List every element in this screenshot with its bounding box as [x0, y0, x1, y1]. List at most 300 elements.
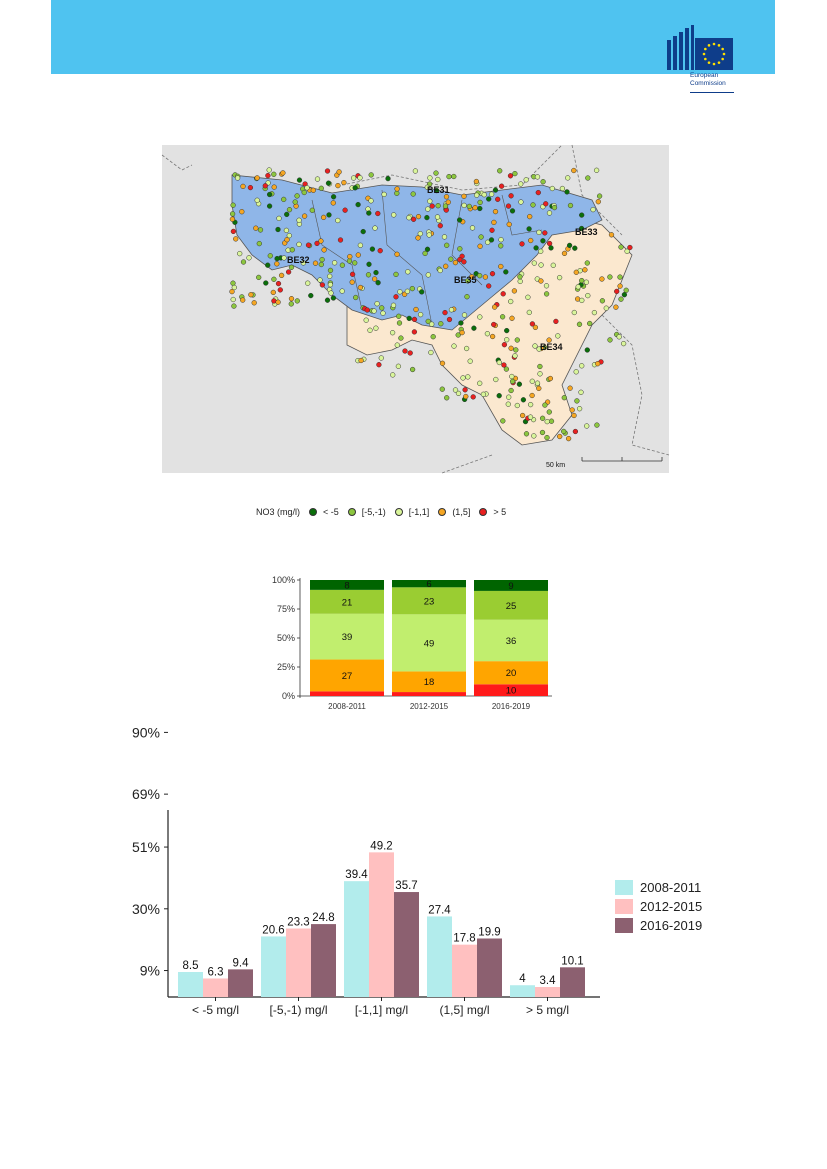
map-point	[591, 207, 596, 212]
legend-dot-icon	[348, 508, 356, 516]
map-point	[431, 334, 436, 339]
map-point	[524, 431, 529, 436]
legend-item: [-5,-1)	[348, 507, 386, 517]
stacked-bar-chart	[262, 570, 562, 720]
map-point	[585, 348, 590, 353]
logo-underline	[690, 92, 734, 93]
map-point	[230, 217, 235, 222]
map-point	[278, 288, 283, 293]
star-icon	[708, 61, 711, 64]
map-point	[425, 247, 430, 252]
map-point	[287, 233, 292, 238]
map-point	[327, 274, 332, 279]
map-point	[544, 283, 549, 288]
map-point	[492, 220, 497, 225]
map-point	[358, 175, 363, 180]
map-point	[513, 171, 518, 176]
map-point	[463, 387, 468, 392]
map-point	[397, 321, 402, 326]
map-point	[530, 379, 535, 384]
map-point	[343, 208, 348, 213]
bar-value-label: 17.8	[453, 932, 476, 945]
bar	[286, 928, 311, 997]
y-tick-label: 25%	[276, 662, 295, 672]
map-point	[267, 204, 272, 209]
map-point	[435, 215, 440, 220]
map-point	[489, 192, 494, 197]
map-point	[381, 311, 386, 316]
map-point	[528, 415, 533, 420]
map-point	[513, 353, 518, 358]
map-point	[364, 318, 369, 323]
map-point	[492, 305, 497, 310]
map-point	[370, 247, 375, 252]
map-point	[504, 337, 509, 342]
map-point	[425, 207, 430, 212]
map-point	[493, 209, 498, 214]
bar-value-label: 4	[519, 973, 526, 986]
map-point	[574, 270, 579, 275]
map-point	[277, 216, 282, 221]
map-point	[479, 235, 484, 240]
map-point	[279, 273, 284, 278]
map-point	[491, 322, 496, 327]
map-point	[608, 338, 613, 343]
map-point	[595, 361, 600, 366]
segment-value-label: 36	[505, 635, 517, 647]
segment-value-label: 18	[423, 677, 435, 689]
map-point	[541, 238, 546, 243]
map-point	[332, 260, 337, 265]
map-point	[434, 171, 439, 176]
map-point	[459, 321, 464, 326]
bar-value-label: 3.4	[539, 975, 556, 988]
map-point	[474, 193, 479, 198]
map-point	[267, 168, 272, 173]
map-point	[266, 173, 271, 178]
map-point	[465, 294, 470, 299]
map-point	[365, 308, 370, 313]
map-point	[561, 429, 566, 434]
map-point	[510, 316, 515, 321]
map-point	[462, 313, 467, 318]
star-icon	[713, 43, 716, 46]
map-point	[478, 244, 483, 249]
map-point	[527, 227, 532, 232]
map-point	[373, 226, 378, 231]
map-point	[247, 255, 252, 260]
map-point	[477, 381, 482, 386]
map-point	[391, 213, 396, 218]
map-point	[490, 334, 495, 339]
map-point	[527, 310, 532, 315]
map-point	[470, 226, 475, 231]
map-point	[329, 291, 334, 296]
map-point	[255, 176, 260, 181]
x-tick-label: < -5 mg/l	[191, 1003, 240, 1017]
map-point	[405, 289, 410, 294]
map-point	[440, 387, 445, 392]
map-point	[579, 363, 584, 368]
map-point	[555, 334, 560, 339]
map-point	[575, 399, 580, 404]
map-point	[416, 214, 421, 219]
map-point	[319, 186, 324, 191]
map-point	[572, 310, 577, 315]
map-point	[331, 201, 336, 206]
map-point	[379, 306, 384, 311]
map-point	[405, 269, 410, 274]
map-point	[319, 239, 324, 244]
map-point	[502, 363, 507, 368]
map-point	[443, 204, 448, 209]
map-point	[237, 251, 242, 256]
bar	[452, 945, 477, 997]
map-point	[499, 237, 504, 242]
map-point	[394, 191, 399, 196]
map-point	[568, 386, 573, 391]
map-point	[326, 181, 331, 186]
bar	[560, 967, 585, 997]
map-point	[351, 176, 356, 181]
map-point	[342, 180, 347, 185]
map-point	[617, 334, 622, 339]
map-point	[461, 376, 466, 381]
map-point	[614, 305, 619, 310]
map-point	[449, 307, 454, 312]
map-point	[368, 328, 373, 333]
map-point	[474, 179, 479, 184]
map-point	[395, 187, 400, 192]
map-point	[507, 222, 512, 227]
map-point	[325, 298, 330, 303]
map-point	[577, 322, 582, 327]
map-point	[352, 261, 357, 266]
star-icon	[721, 58, 724, 61]
map-point	[506, 395, 511, 400]
bar-value-label: 9.4	[232, 957, 249, 970]
y-tick-label: 100%	[271, 575, 295, 585]
map-point	[429, 350, 434, 355]
map-point	[257, 241, 262, 246]
map-point	[430, 204, 435, 209]
map-point	[325, 169, 330, 174]
map-point	[328, 268, 333, 273]
map-point	[327, 213, 332, 218]
map-point	[315, 177, 320, 182]
y-tick-label: 69%	[131, 786, 160, 803]
map-point	[619, 297, 624, 302]
map-point	[425, 215, 430, 220]
map-point	[515, 338, 520, 343]
label-be33: BE33	[575, 227, 598, 237]
map-point	[241, 260, 246, 265]
map-point	[549, 246, 554, 251]
map-point	[444, 194, 449, 199]
map-point	[335, 218, 340, 223]
map-point	[361, 229, 366, 234]
map-point	[320, 257, 325, 262]
map-point	[531, 203, 536, 208]
map-point	[485, 331, 490, 336]
map-point	[527, 214, 532, 219]
label-be35: BE35	[454, 275, 477, 285]
legend-swatch	[615, 918, 633, 933]
map-point	[490, 271, 495, 276]
map-point	[320, 283, 325, 288]
map-point	[544, 292, 549, 297]
map-point	[535, 175, 540, 180]
bar-value-label: 8.5	[182, 960, 199, 973]
map-point	[608, 275, 613, 280]
map-point	[509, 193, 514, 198]
map-point	[560, 186, 565, 191]
map-point	[447, 174, 452, 179]
map-point	[513, 348, 518, 353]
map-point	[538, 371, 543, 376]
map-point	[305, 281, 310, 286]
map-point	[374, 270, 379, 275]
map-point	[457, 218, 462, 223]
map-point	[263, 183, 268, 188]
map-point	[524, 177, 529, 182]
map-point	[531, 434, 536, 439]
map-point	[418, 312, 423, 317]
map-point	[457, 246, 462, 251]
map-point	[597, 194, 602, 199]
map-point	[350, 280, 355, 285]
map-point	[276, 300, 281, 305]
stacked-bar-segment	[310, 691, 384, 696]
legend-label: 2016-2019	[640, 918, 703, 933]
map-point	[340, 289, 345, 294]
map-point	[231, 297, 236, 302]
map-point	[501, 291, 506, 296]
map-point	[502, 342, 507, 347]
map-point	[311, 188, 316, 193]
segment-value-label: 20	[505, 668, 517, 680]
map-point	[567, 243, 572, 248]
map-point	[440, 361, 445, 366]
bar	[228, 969, 253, 997]
bar	[344, 881, 369, 997]
map-point	[347, 254, 352, 259]
bar	[369, 852, 394, 997]
map-point	[356, 253, 361, 258]
bar-value-label: 10.1	[561, 955, 584, 968]
map-point	[356, 202, 361, 207]
map-point	[410, 367, 415, 372]
map-point	[554, 319, 559, 324]
map-point	[530, 393, 535, 398]
y-tick-label: 0%	[281, 691, 295, 701]
map-point	[249, 292, 254, 297]
star-icon	[713, 63, 716, 66]
bar	[477, 938, 502, 997]
y-tick-label: 90%	[131, 724, 160, 741]
y-tick-label: 9%	[139, 962, 160, 979]
map-point	[493, 377, 498, 382]
segment-value-label: 23	[423, 596, 435, 608]
star-icon	[704, 58, 707, 61]
map-point	[519, 200, 524, 205]
map-point	[241, 184, 246, 189]
legend-item: [-1,1]	[395, 507, 430, 517]
legend-label: 2012-2015	[640, 899, 703, 914]
map-point	[509, 374, 514, 379]
map-point	[467, 204, 472, 209]
nitrate-trend-map	[162, 145, 669, 473]
map-point	[585, 176, 590, 181]
bar	[203, 978, 228, 997]
map-point	[506, 204, 511, 209]
bar	[178, 972, 203, 997]
map-point	[540, 430, 545, 435]
map-point	[548, 376, 553, 381]
legend-item: < -5	[309, 507, 339, 517]
map-point	[552, 205, 557, 210]
map-point	[510, 379, 515, 384]
map-point	[436, 203, 441, 208]
map-point	[557, 434, 562, 439]
map-point	[350, 272, 355, 277]
map-point	[407, 215, 412, 220]
map-point	[562, 395, 567, 400]
map-legend	[256, 504, 506, 520]
map-point	[411, 217, 416, 222]
map-point	[366, 272, 371, 277]
map-point	[319, 262, 324, 267]
map-point	[483, 275, 488, 280]
map-point	[509, 388, 514, 393]
map-point	[306, 243, 311, 248]
label-be32: BE32	[287, 255, 310, 265]
map-point	[447, 317, 452, 322]
map-point	[336, 183, 341, 188]
x-tick-label: (1,5] mg/l	[439, 1003, 490, 1017]
map-point	[451, 174, 456, 179]
map-point	[600, 277, 605, 282]
map-point	[585, 261, 590, 266]
map-point	[442, 235, 447, 240]
map-point	[614, 289, 619, 294]
map-point	[543, 403, 548, 408]
star-icon	[704, 48, 707, 51]
map-point	[460, 330, 465, 335]
map-point	[547, 410, 552, 415]
map-point	[282, 256, 287, 261]
legend-dot-icon	[395, 508, 403, 516]
map-point	[621, 341, 626, 346]
map-point	[508, 173, 513, 178]
map-point	[557, 275, 562, 280]
map-point	[490, 228, 495, 233]
map-point	[537, 230, 542, 235]
map-point	[534, 246, 539, 251]
map-point	[499, 184, 504, 189]
bar-value-label: 20.6	[262, 924, 285, 937]
map-point	[579, 213, 584, 218]
map-point	[520, 242, 525, 247]
map-point	[275, 256, 280, 261]
map-point	[500, 419, 505, 424]
map-point	[462, 203, 467, 208]
map-point	[518, 274, 523, 279]
map-point	[390, 330, 395, 335]
x-tick-label: 2012-2015	[409, 702, 449, 711]
map-point	[253, 226, 258, 231]
y-tick-label: 75%	[276, 604, 295, 614]
segment-value-label: 39	[341, 632, 353, 644]
legend-label: 2008-2011	[640, 880, 702, 895]
map-point	[503, 270, 508, 275]
map-point	[508, 299, 513, 304]
map-point	[438, 321, 443, 326]
map-point	[426, 273, 431, 278]
star-icon	[708, 44, 711, 47]
map-point	[453, 260, 458, 265]
map-point	[379, 356, 384, 361]
map-point	[274, 261, 279, 266]
label-be34: BE34	[540, 342, 563, 352]
map-point	[477, 273, 482, 278]
map-point	[456, 391, 461, 396]
map-point	[570, 408, 575, 413]
map-point	[347, 259, 352, 264]
map-point	[284, 228, 289, 233]
map-point	[375, 301, 380, 306]
map-point	[358, 243, 363, 248]
map-point	[604, 306, 609, 311]
map-point	[478, 200, 483, 205]
map-point	[263, 281, 268, 286]
map-point	[412, 317, 417, 322]
map-point	[231, 203, 236, 208]
map-point	[231, 229, 236, 234]
map-point	[547, 211, 552, 216]
map-point	[518, 279, 523, 284]
map-point	[565, 176, 570, 181]
map-point	[528, 238, 533, 243]
map-point	[517, 382, 522, 387]
map-point	[412, 330, 417, 335]
map-point	[509, 346, 514, 351]
map-point	[628, 245, 633, 250]
bar-value-label: 49.2	[370, 840, 393, 853]
map-point	[465, 375, 470, 380]
map-point	[369, 173, 374, 178]
segment-value-label: 27	[341, 670, 353, 682]
map-point	[374, 326, 379, 331]
map-point	[443, 264, 448, 269]
bar	[311, 924, 336, 997]
map-point	[562, 251, 567, 256]
map-point	[289, 296, 294, 301]
map-point	[481, 392, 486, 397]
map-point	[592, 310, 597, 315]
legend-item: (1,5]	[438, 507, 470, 517]
map-point	[408, 351, 413, 356]
map-point	[295, 299, 300, 304]
legend-dot-icon	[438, 508, 446, 516]
map-point	[622, 292, 627, 297]
map-point	[290, 247, 295, 252]
map-point	[587, 321, 592, 326]
map-point	[609, 232, 614, 237]
map-point	[414, 307, 419, 312]
grouped-bar-chart	[110, 724, 730, 1025]
map-point	[358, 285, 363, 290]
